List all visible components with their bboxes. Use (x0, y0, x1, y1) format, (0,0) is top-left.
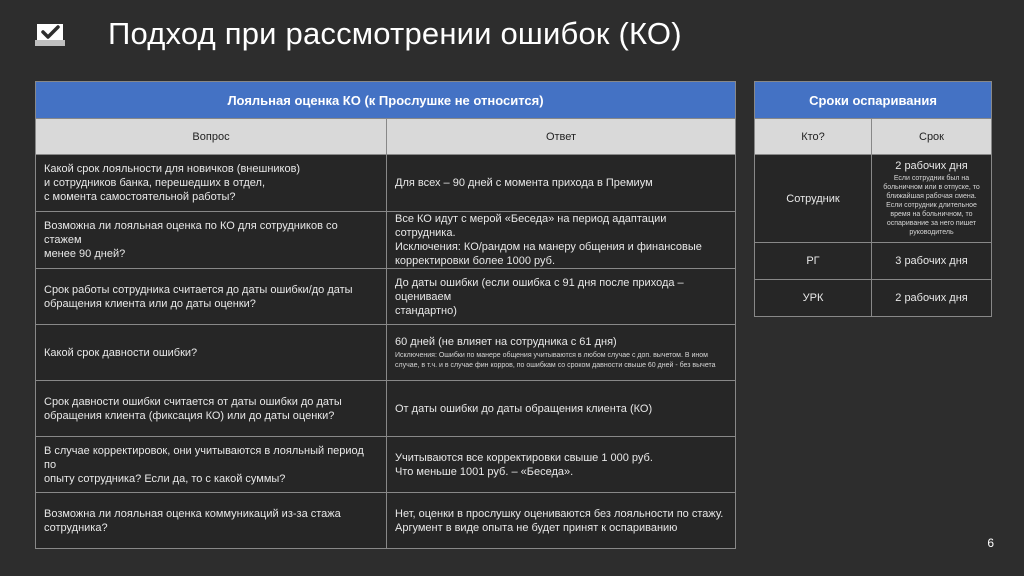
answer-cell: Учитываются все корректировки свыше 1 000 руб. Что меньше 1001 руб. – «Беседа». (387, 437, 736, 493)
page-number: 6 (987, 536, 994, 550)
answer-cell: 60 дней (не влияет на сотрудника с 61 дня) Исключения: Ошибки по манере общения учитываются в любом случае с доп. вычетом. В ином случае, в т.ч. и в случае фин корров, по ошибкам со сроком давности свыше 60 дней - без вычета (387, 325, 736, 381)
table-row (36, 325, 736, 381)
question-cell: Срок давности ошибки считается от даты ошибки до даты обращения клиента (фиксация КО) или до даты оценки? (36, 381, 387, 437)
table-row (755, 155, 992, 243)
question-cell: Какой срок лояльности для новичков (внешников) и сотрудников банка, перешедших в отдел, с момента самостоятельной работы? (36, 155, 387, 212)
table-row (36, 155, 736, 212)
column-header-question: Вопрос (36, 119, 387, 155)
question-cell: В случае корректировок, они учитываются в лояльный период по опыту сотрудника? Если да, то с какой суммы? (36, 437, 387, 493)
term-note: Если сотрудник был на больничном или в отпуске, то ближайшая рабочая смена. Если сотрудник длительное время на больничном, то оспаривание за него пишет руководитель (883, 175, 980, 236)
dispute-terms-header: Сроки оспаривания (755, 82, 992, 119)
answer-cell: От даты ошибки до даты обращения клиента (КО) (387, 381, 736, 437)
dispute-terms-table (754, 81, 992, 317)
page-title: Подход при рассмотрении ошибок (КО) (108, 16, 682, 51)
who-cell: РГ (755, 243, 872, 280)
table-row (36, 212, 736, 269)
column-header-who: Кто? (755, 119, 872, 155)
who-cell: Сотрудник (755, 155, 872, 243)
loyalty-table-header: Лояльная оценка КО (к Прослушке не относится) (36, 82, 736, 119)
answer-cell: Для всех – 90 дней с момента прихода в Премиум (387, 155, 736, 212)
checkbox-check-icon (33, 20, 73, 48)
answer-note: Исключения: Ошибки по манере общения учитываются в любом случае с доп. вычетом. В ином случае, в т.ч. и в случае фин корров, по ошибкам со сроком давности свыше 60 дней - без вычета (395, 351, 716, 369)
answer-cell: До даты ошибки (если ошибка с 91 дня после прихода – оцениваем стандартно) (387, 269, 736, 325)
question-cell: Срок работы сотрудника считается до даты ошибки/до даты обращения клиента или до даты оценки? (36, 269, 387, 325)
column-header-term: Срок (872, 119, 992, 155)
table-row (755, 243, 992, 280)
question-cell: Возможна ли лояльная оценка коммуникаций из-за стажа сотрудника? (36, 493, 387, 549)
term-cell: 3 рабочих дня (872, 243, 992, 280)
term-cell: 2 рабочих дня (872, 280, 992, 317)
question-cell: Возможна ли лояльная оценка по КО для сотрудников со стажем менее 90 дней? (36, 212, 387, 269)
question-cell: Какой срок давности ошибки? (36, 325, 387, 381)
loyalty-table (35, 81, 736, 549)
table-row (36, 381, 736, 437)
column-header-answer: Ответ (387, 119, 736, 155)
table-row (755, 280, 992, 317)
term-cell: 2 рабочих дня Если сотрудник был на больничном или в отпуске, то ближайшая рабочая смена. Если сотрудник длительное время на больничном, то оспаривание за него пишет руководитель (872, 155, 992, 243)
table-row (36, 269, 736, 325)
answer-cell: Все КО идут с мерой «Беседа» на период адаптации сотрудника. Исключения: КО/рандом на манеру общения и финансовые корректировки более 1000 руб. (387, 212, 736, 269)
table-row (36, 493, 736, 549)
table-row (36, 437, 736, 493)
answer-cell: Нет, оценки в прослушку оцениваются без лояльности по стажу. Аргумент в виде опыта не будет принят к оспариванию (387, 493, 736, 549)
who-cell: УРК (755, 280, 872, 317)
